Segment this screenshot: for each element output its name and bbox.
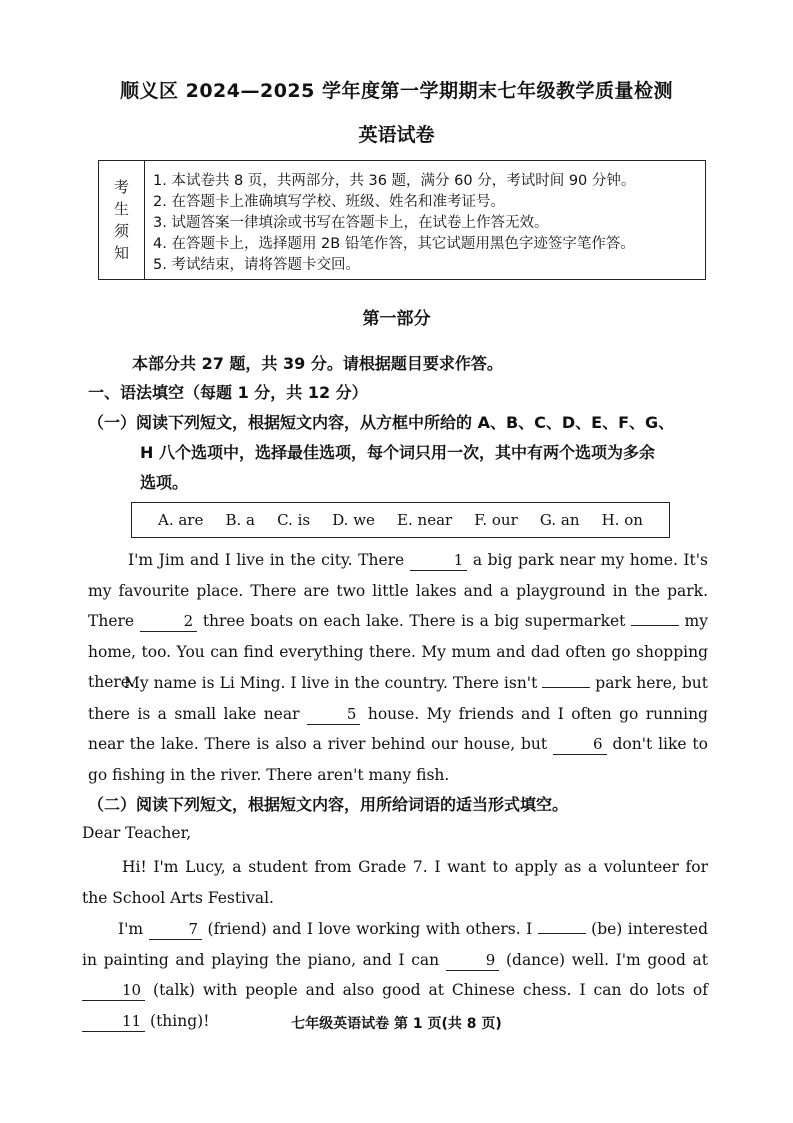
notice-label-char: 考 — [113, 178, 129, 196]
part-title: 第一部分 — [362, 309, 431, 329]
page-footer: 七年级英语试卷 第 1 页(共 8 页) — [291, 1016, 502, 1032]
answer-blank: 7 — [149, 919, 203, 940]
notice-label-char: 生 — [113, 200, 129, 218]
notice-label-char: 须 — [113, 222, 129, 240]
answer-blank: 11 — [82, 1011, 145, 1032]
answer-blank — [542, 687, 590, 688]
instruction-line: H 八个选项中，选择最佳选项，每个词只用一次，其中有两个选项为多余 — [140, 443, 655, 462]
passage-text: I'm Jim and I live in the city. There — [128, 551, 405, 569]
answer-blank: 6 — [553, 734, 607, 755]
passage-text: (talk) with people and also good at Chinese chess. I can do lots of — [153, 981, 708, 999]
option-item: B. a — [225, 511, 255, 529]
passage-text: I'm — [118, 920, 144, 938]
options-box — [131, 502, 670, 538]
option-item: G. an — [539, 511, 580, 529]
passage-text: (be) interested in painting and playing the piano, and I can — [82, 920, 708, 969]
notice-item: 1. 本试卷共 8 页，共两部分，共 36 题，满分 60 分，考试时间 90 分钟。 — [153, 173, 636, 189]
notice-list — [153, 171, 699, 276]
option-item: C. is — [277, 511, 311, 529]
answer-blank: 5 — [307, 704, 361, 725]
answer-blank: 10 — [82, 980, 145, 1001]
option-item: F. our — [474, 511, 518, 529]
notice-label — [99, 161, 145, 279]
letter-salutation: Dear Teacher, — [82, 824, 192, 842]
passage-text: (dance) well. I'm good at — [505, 950, 708, 969]
notice-box — [98, 160, 706, 280]
option-item: H. on — [601, 511, 643, 529]
instruction-line: （一）阅读下列短文，根据短文内容，从方框中所给的 A、B、C、D、E、F、G、 — [88, 413, 675, 432]
notice-item: 4. 在答题卡上，选择题用 2B 铅笔作答，其它试题用黑色字迹签字笔作答。 — [153, 236, 635, 252]
passage-text: house. My friends and I often go running near the lake. There is also a river behind our house, but — [88, 704, 708, 753]
answer-blank: 9 — [446, 950, 500, 971]
passage-text: (thing)! — [150, 1011, 210, 1030]
notice-item: 5. 考试结束，请将答题卡交回。 — [153, 257, 360, 273]
exam-subtitle: 英语试卷 — [358, 124, 435, 146]
passage-text: three boats on each lake. There is a big supermarket — [202, 612, 626, 630]
option-item: A. are — [158, 511, 204, 529]
option-item: D. we — [332, 511, 375, 529]
passage1-paragraph2 — [88, 668, 708, 790]
notice-item: 3. 试题答案一律填涂或书写在答题卡上，在试卷上作答无效。 — [153, 215, 549, 231]
passage-text: park here, but there is a small lake near — [88, 674, 708, 723]
part-intro: 本部分共 27 题，共 39 分。请根据题目要求作答。 — [132, 354, 503, 373]
answer-blank: 1 — [410, 550, 468, 571]
section-heading: 一、语法填空（每题 1 分，共 12 分） — [88, 383, 368, 402]
exam-title: 顺义区 2024—2025 学年度第一学期期末七年级教学质量检测 — [120, 80, 673, 102]
answer-blank — [538, 933, 586, 934]
passage2-paragraph1: Hi! I'm Lucy, a student from Grade 7. I want to apply as a volunteer for the School Arts Festival. — [82, 858, 708, 907]
option-item: E. near — [397, 511, 453, 529]
notice-label-char: 知 — [113, 244, 129, 262]
answer-blank: 2 — [140, 611, 198, 632]
answer-blank — [631, 625, 679, 626]
section-heading-2: （二）阅读下列短文，根据短文内容，用所给词语的适当形式填空。 — [88, 795, 569, 814]
passage-text: My name is Li Ming. I live in the country. There isn't — [124, 674, 538, 692]
instruction-line: 选项。 — [140, 473, 189, 492]
passage-text: a big park near my home. It's my favourite place. There are two little lakes and a playground in the park. There — [88, 551, 709, 630]
passage-text: don't like to go fishing in the river. There aren't many fish. — [88, 735, 708, 784]
passage-text: my home, too. You can find everything there. My mum and dad often go shopping there. — [88, 612, 709, 691]
passage-text: (friend) and I love working with others. I — [207, 920, 533, 938]
notice-item: 2. 在答题卡上准确填写学校、班级、姓名和准考证号。 — [153, 194, 505, 210]
